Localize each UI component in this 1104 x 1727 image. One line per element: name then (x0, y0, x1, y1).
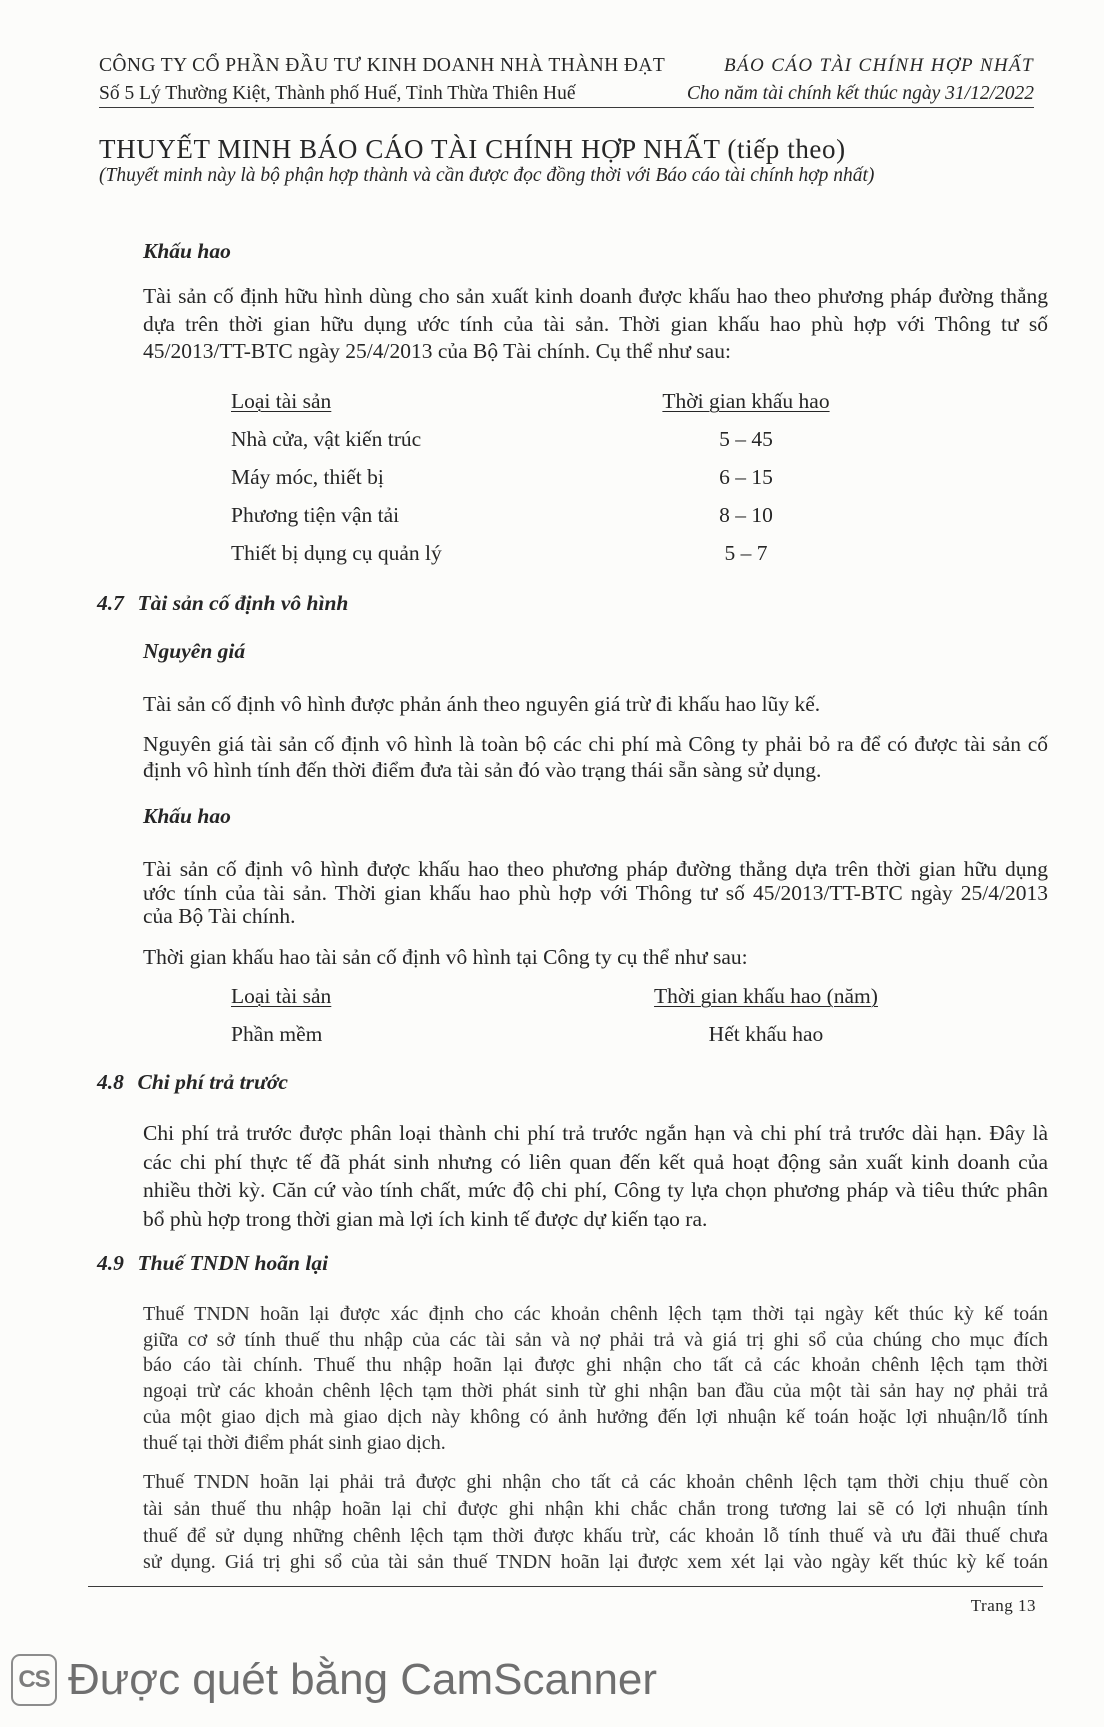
text-line: dựa trên thời gian hữu dụng ước tính của tài sản. Thời gian khấu hao phù hợp với Thông tư số (143, 311, 1048, 336)
paragraph (143, 858, 1048, 929)
section-heading-4-7 (0, 590, 1104, 616)
asset-type-cell: Máy móc, thiết bị (231, 465, 384, 489)
depreciation-period-cell: 6 – 15 (719, 465, 773, 489)
table-row (0, 420, 1104, 458)
depreciation-period-cell: 5 – 7 (724, 541, 768, 565)
text-line: tài sản thuế thu nhập hoãn lại chỉ được ghi nhận khi chắc chắn trong tương lai sẽ có lợi nhuận tính (143, 1497, 1048, 1520)
page-number: Trang 13 (970, 1596, 1036, 1615)
company-address: Số 5 Lý Thường Kiệt, Thành phố Huế, Tỉnh Thừa Thiên Huế (99, 83, 576, 104)
table-header-row (0, 977, 1104, 1015)
asset-type-cell: Phần mềm (231, 1022, 323, 1046)
table-header-depreciation-period: Thời gian khấu hao (năm) (654, 984, 878, 1008)
table-header-row (0, 382, 1104, 420)
text-line: định vô hình tính đến thời điểm đưa tài sản đó vào trạng thái sẵn sàng sử dụng. (143, 758, 822, 782)
subheading-cost: Nguyên giá (143, 639, 246, 663)
report-type: BÁO CÁO TÀI CHÍNH HỢP NHẤT (724, 55, 1034, 76)
subheading-depreciation: Khấu hao (143, 804, 231, 828)
text-line: Tài sản cố định vô hình được khấu hao theo phương pháp đường thẳng dựa trên thời gian hữu dụng (143, 857, 1048, 881)
text-line: của Bộ Tài chính. (143, 904, 296, 928)
camscanner-logo: CS (11, 1654, 57, 1706)
table-header-asset-type: Loại tài sản (231, 984, 332, 1008)
subheading-depreciation: Khấu hao (143, 239, 231, 263)
paragraph (143, 1469, 1048, 1576)
depreciation-period-cell: Hết khấu hao (708, 1022, 824, 1046)
text-line: báo cáo tài chính. Thuế thu nhập hoãn lại được ghi nhận cho tất cả các khoản chênh lệch tạm thời (143, 1354, 1048, 1377)
paragraph (143, 944, 1048, 970)
text-line: ước tính của tài sản. Thời gian khấu hao phù hợp với Thông tư số 45/2013/TT-BTC ngày 25/4/2013 (143, 880, 1048, 905)
section-number: 4.7 (97, 591, 124, 615)
section-title: Chi phí trả trước (137, 1070, 288, 1094)
depreciation-table (0, 977, 1104, 1053)
depreciation-table (0, 382, 1104, 572)
section-number: 4.8 (97, 1070, 124, 1094)
paragraph (143, 1119, 1048, 1233)
paragraph (143, 1302, 1048, 1456)
text-line: Chi phí trả trước được phân loại thành chi phí trả trước ngắn hạn và chi phí trả trước dài hạn. Đây là (143, 1121, 1048, 1145)
asset-type-cell: Phương tiện vận tải (231, 503, 400, 527)
text-line: bổ phù hợp trong thời gian mà lợi ích kinh tế được dự kiến tạo ra. (143, 1206, 708, 1231)
text-line: thuế để sử dụng những chênh lệch tạm thời được khấu trừ, các khoản lỗ tính thuế và ưu đãi thuế chưa (143, 1524, 1048, 1547)
table-header-depreciation-period: Thời gian khấu hao (662, 389, 830, 413)
text-line: nhiều thời kỳ. Căn cứ vào tính chất, mức độ chi phí, Công ty lựa chọn phương pháp và tiêu thức phân (143, 1178, 1048, 1203)
section-title: Thuế TNDN hoãn lại (137, 1251, 329, 1275)
table-row (0, 1015, 1104, 1053)
text-line: Tài sản cố định hữu hình dùng cho sản xuất kinh doanh được khấu hao theo phương pháp đường thẳng (143, 284, 1048, 308)
section-number: 4.9 (97, 1251, 124, 1275)
asset-type-cell: Thiết bị dụng cụ quản lý (231, 541, 442, 565)
paragraph (143, 691, 1048, 717)
text-line: Thời gian khấu hao tài sản cố định vô hình tại Công ty cụ thể như sau: (143, 945, 748, 969)
section-heading-4-9 (0, 1250, 1104, 1276)
paragraph (143, 731, 1048, 783)
depreciation-period-cell: 5 – 45 (719, 427, 773, 451)
report-period: Cho năm tài chính kết thúc ngày 31/12/2022 (686, 83, 1034, 104)
text-line: Tài sản cố định vô hình được phản ánh theo nguyên giá trừ đi khấu hao lũy kế. (143, 692, 821, 716)
depreciation-period-cell: 8 – 10 (719, 503, 773, 527)
company-name: CÔNG TY CỔ PHẦN ĐẦU TƯ KINH DOANH NHÀ THÀNH ĐẠT (99, 55, 666, 76)
text-line: Thuế TNDN hoãn lại được xác định cho các khoản chênh lệch tạm thời tại ngày kết thúc kỳ kế toán (143, 1303, 1048, 1325)
camscanner-watermark-text: Được quét bằng CamScanner (68, 1655, 658, 1704)
text-line: giữa cơ sở tính thuế thu nhập của các tài sản và nợ phải trả và giá trị ghi sổ của chúng cho mục đích (143, 1328, 1048, 1351)
document-title: THUYẾT MINH BÁO CÁO TÀI CHÍNH HỢP NHẤT (tiếp theo) (99, 134, 846, 164)
section-heading-4-8 (0, 1069, 1104, 1095)
text-line: 45/2013/TT-BTC ngày 25/4/2013 của Bộ Tài chính. Cụ thể như sau: (143, 339, 731, 363)
text-line: sử dụng. Giá trị ghi sổ của tài sản thuế TNDN hoãn lại được xem xét lại vào ngày kết thúc kỳ kế toán (143, 1551, 1048, 1574)
footer-rule (88, 1586, 1043, 1587)
table-row (0, 496, 1104, 534)
table-row (0, 458, 1104, 496)
text-line: Thuế TNDN hoãn lại phải trả được ghi nhận cho tất cả các khoản chênh lệch tạm thời chịu thuế còn (143, 1471, 1048, 1493)
text-line: các chi phí thực tế đã phát sinh nhưng có liên quan đến kết quả hoạt động sản xuất kinh doanh của (143, 1149, 1048, 1174)
paragraph (143, 283, 1048, 366)
table-row (0, 534, 1104, 572)
table-header-asset-type: Loại tài sản (231, 389, 332, 413)
asset-type-cell: Nhà cửa, vật kiến trúc (231, 427, 422, 451)
header-rule (99, 107, 1034, 108)
text-line: thuế tại thời điểm phát sinh giao dịch. (143, 1431, 446, 1454)
text-line: của một giao dịch mà giao dịch này không có ảnh hưởng đến lợi nhuận kế toán hoặc lợi nhuận/lỗ tính (143, 1405, 1048, 1428)
section-title: Tài sản cố định vô hình (137, 591, 349, 615)
text-line: Nguyên giá tài sản cố định vô hình là toàn bộ các chi phí mà Công ty phải bỏ ra để có được tài sản cố (143, 732, 1048, 756)
document-subtitle: (Thuyết minh này là bộ phận hợp thành và cần được đọc đồng thời với Báo cáo tài chính hợp nhất) (99, 165, 875, 186)
text-line: ngoại trừ các khoản chênh lệch tạm thời phát sinh từ ghi nhận ban đầu của một tài sản hay nợ phải trả (143, 1380, 1048, 1403)
